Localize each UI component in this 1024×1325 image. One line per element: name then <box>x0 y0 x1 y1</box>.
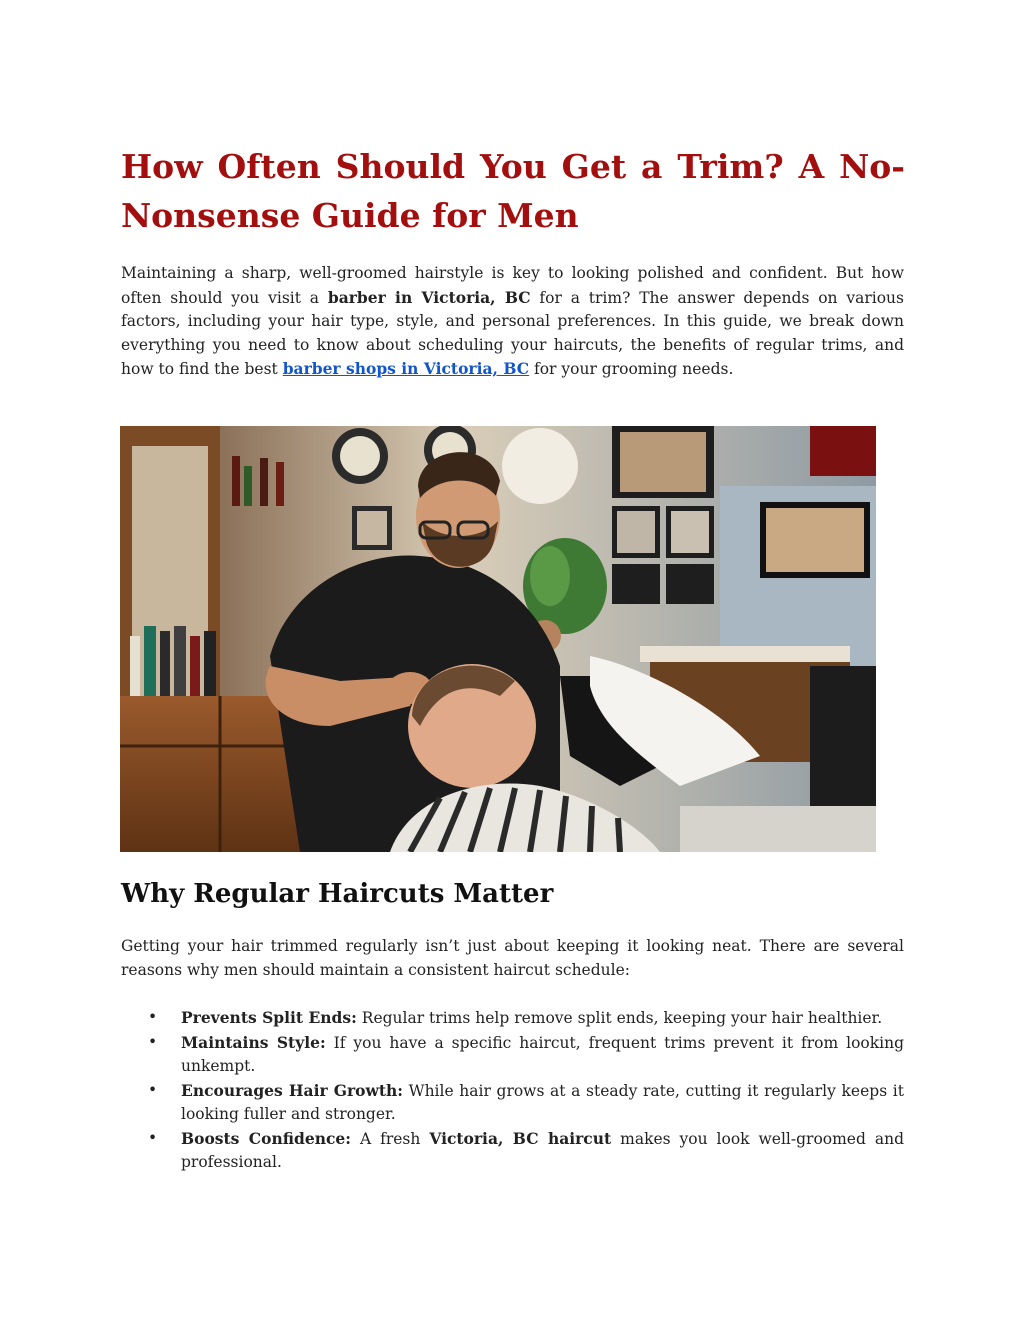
intro-paragraph <box>121 262 904 382</box>
list-item-text: Regular trims help remove split ends, keeping your hair healthier. <box>356 1009 883 1027</box>
intro-text-3: for your grooming needs. <box>529 360 734 378</box>
intro-text-1: Maintaining a sharp, well-groomed hairstyle is key to looking polished and confident. But how often should you visit a <box>121 264 904 307</box>
list-item <box>121 1127 904 1175</box>
section-heading: Why Regular Haircuts Matter <box>121 879 554 909</box>
bullet-icon: • <box>148 1128 158 1147</box>
list-item <box>121 1031 904 1079</box>
bullet-icon: • <box>148 1008 158 1026</box>
list-item-label: Boosts Confidence: <box>181 1128 352 1148</box>
intro-bold-barber: barber in Victoria, BC <box>327 287 531 307</box>
list-item-text: If you have a specific haircut, frequent trims prevent it from looking unkempt. <box>181 1033 904 1075</box>
barbershop-illustration <box>120 426 876 852</box>
list-item-text: makes you look well-groomed and professional. <box>181 1129 904 1171</box>
barber-shops-link[interactable]: barber shops in Victoria, BC <box>282 359 530 378</box>
intro-text-2: for a trim? The answer depends on various factors, including your hair type, style, and personal preferences. In this guide, we break down everything you need to know about scheduling your haircuts, the benefits of regular trims, and how to find the best <box>121 288 904 378</box>
list-item <box>121 1079 904 1127</box>
bullet-icon: • <box>148 1080 158 1099</box>
list-item-label: Encourages Hair Growth: <box>181 1080 403 1100</box>
bullet-icon: • <box>148 1032 158 1051</box>
list-item-text: While hair grows at a steady rate, cutting it regularly keeps it looking fuller and stronger. <box>181 1081 904 1123</box>
article-title: How Often Should You Get a Trim? A No-Nonsense Guide for Men <box>121 147 905 235</box>
section-intro-paragraph: Getting your hair trimmed regularly isn’t just about keeping it looking neat. There are several reasons why men should maintain a consistent haircut schedule: <box>121 937 904 979</box>
list-item-bold-haircut: Victoria, BC haircut <box>429 1128 612 1148</box>
list-item-label: Maintains Style: <box>181 1032 326 1052</box>
reasons-list <box>121 1006 904 1175</box>
list-item-text-pre: A fresh <box>351 1129 430 1148</box>
barbershop-photo <box>120 426 876 852</box>
list-item <box>121 1006 904 1031</box>
list-item-label: Prevents Split Ends: <box>181 1008 357 1027</box>
